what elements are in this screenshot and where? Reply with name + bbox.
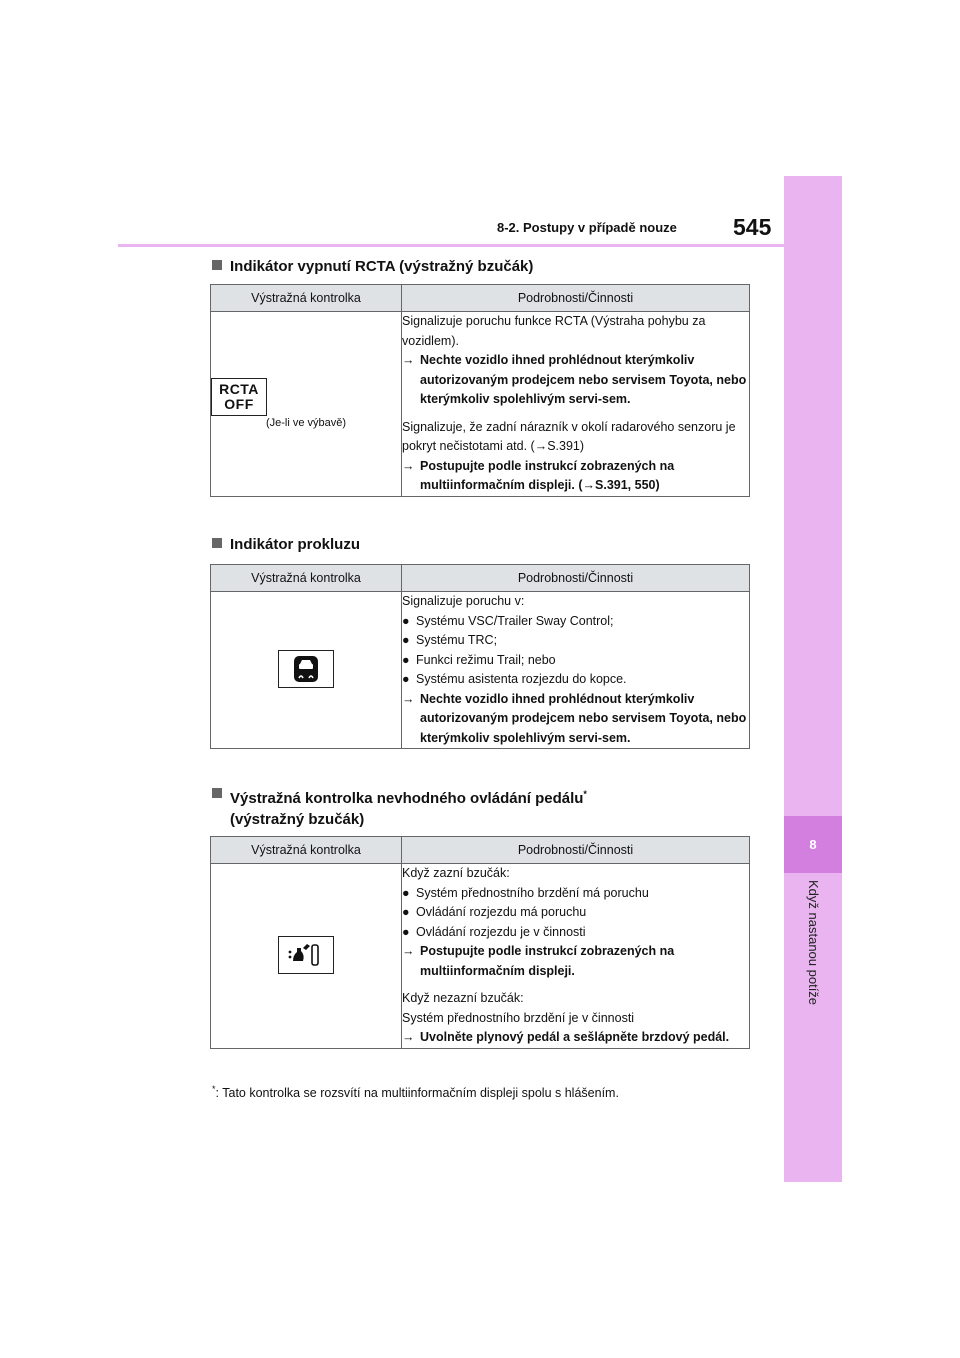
column-header-details: Podrobnosti/Činnosti <box>402 837 750 864</box>
warning-table-slip <box>210 564 750 749</box>
bullet-dot-icon: ● <box>402 652 410 667</box>
bullet-dot-icon: ● <box>402 613 410 628</box>
footnote: *: Tato kontrolka se rozsvítí na multiinformačním displeji spolu s hlášením. <box>212 1084 619 1101</box>
action-text: → Nechte vozidlo ihned prohlédnout kterýmkoliv autorizovaným prodejcem nebo servisem Toyota, nebo kterýmkoliv spolehlivým servi-sem. <box>402 690 749 749</box>
arrow-icon: → <box>402 1030 415 1044</box>
table-header-row <box>211 837 750 864</box>
details-cell <box>402 864 750 1049</box>
action-text: → Postupujte podle instrukcí zobrazených na multiinformačním displeji. <box>402 942 749 981</box>
action-text: → Postupujte podle instrukcí zobrazených na multiinformačním displeji. (→S.391, 550) <box>402 457 749 496</box>
list-item: ● Ovládání rozjezdu má poruchu <box>402 903 749 923</box>
table-row <box>211 592 750 749</box>
description-text: Když zazní bzučák: <box>402 866 510 880</box>
bullet-dot-icon: ● <box>402 672 410 686</box>
section-title-slip: Indikátor prokluzu <box>212 534 360 555</box>
bullet-dot-icon: ● <box>402 633 410 647</box>
chapter-number: 8 <box>784 816 842 873</box>
table-header-row <box>211 285 750 312</box>
list-item: ● Funkci režimu Trail; nebo <box>402 651 749 671</box>
list-item: ● Systému VSC/Trailer Sway Control; <box>402 612 749 632</box>
indicator-cell <box>211 592 402 749</box>
bullet-dot-icon: ● <box>402 924 410 939</box>
table-row <box>211 864 750 1049</box>
description-text: Když nezazní bzučák: <box>402 991 524 1005</box>
description-text: Systém přednostního brzdění je v činnosti <box>402 1010 635 1025</box>
rcta-off-icon: RCTA OFF <box>211 378 267 416</box>
arrow-icon: → <box>402 691 415 706</box>
column-header-indicator: Výstražná kontrolka <box>211 837 402 864</box>
description-text: Signalizuje poruchu v: <box>402 594 525 608</box>
bullet-dot-icon: ● <box>402 905 410 919</box>
action-text: → Nechte vozidlo ihned prohlédnout kterýmkoliv autorizovaným prodejcem nebo servisem Toyota, nebo kterýmkoliv spolehlivým servi-sem. <box>402 351 749 410</box>
square-bullet-icon <box>212 260 222 270</box>
list-item: ● Systém přednostního brzdění má poruchu <box>402 884 749 904</box>
table-header-row <box>211 565 750 592</box>
equipment-note: (Je-li ve výbavě) <box>265 417 347 430</box>
header-divider <box>118 244 784 247</box>
chapter-side-tab <box>784 176 842 1182</box>
action-text: → Uvolněte plynový pedál a sešlápněte brzdový pedál. <box>402 1028 749 1048</box>
arrow-icon: → <box>402 353 415 367</box>
description-text: Signalizuje, že zadní nárazník v okolí radarového senzoru je pokryt nečistotami atd. (→S.391) <box>402 419 736 453</box>
warning-table-rcta <box>210 284 750 497</box>
pedal-misoperation-icon <box>278 936 334 974</box>
column-header-indicator: Výstražná kontrolka <box>211 285 402 312</box>
description-text: Signalizuje poruchu funkce RCTA (Výstraha pohybu za vozidlem). <box>402 314 706 348</box>
indicator-cell <box>211 312 402 497</box>
chapter-label: Když nastanou potíže <box>806 880 821 1006</box>
details-cell <box>402 592 750 749</box>
section-title-rcta: Indikátor vypnutí RCTA (výstražný bzučák) <box>212 256 533 277</box>
page-number: 545 <box>733 214 772 240</box>
column-header-indicator: Výstražná kontrolka <box>211 565 402 592</box>
section-title-pedal: Výstražná kontrolka nevhodného ovládání pedálu* (výstražný bzučák) <box>212 784 587 830</box>
list-item: ● Ovládání rozjezdu je v činnosti <box>402 923 749 943</box>
arrow-icon: → <box>402 944 415 958</box>
warning-table-pedal <box>210 836 750 1049</box>
bullet-dot-icon: ● <box>402 885 410 900</box>
square-bullet-icon <box>212 538 222 548</box>
list-item: ● Systému asistenta rozjezdu do kopce. <box>402 670 749 690</box>
list-item: ● Systému TRC; <box>402 631 749 651</box>
slip-indicator-icon <box>278 650 334 688</box>
table-row <box>211 312 750 497</box>
arrow-icon: → <box>402 458 415 473</box>
details-cell <box>402 312 750 497</box>
column-header-details: Podrobnosti/Činnosti <box>402 565 750 592</box>
square-bullet-icon <box>212 788 222 798</box>
indicator-cell <box>211 864 402 1049</box>
section-header: 8-2. Postupy v případě nouze <box>497 220 677 235</box>
column-header-details: Podrobnosti/Činnosti <box>402 285 750 312</box>
